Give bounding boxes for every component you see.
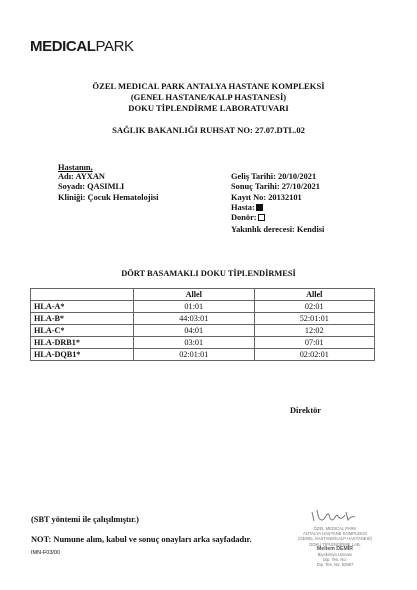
stamp-line: ÖZEL MEDICAL PARK — [313, 526, 357, 531]
table-header-row — [31, 289, 375, 301]
donor-type-row — [231, 213, 265, 224]
allele1-cell: 03:01 — [134, 337, 255, 349]
director-signature — [310, 508, 360, 524]
patient-surname: Soyadı: QASIMLI — [58, 182, 125, 191]
license-number: SAĞLIK BAKANLIĞI RUHSAT NO: 27.07.DTL.02 — [112, 125, 305, 135]
allele1-cell: 04:01 — [134, 325, 255, 337]
table-row — [31, 301, 375, 313]
record-number: Kayıt No: 20132101 — [231, 193, 302, 202]
patient-heading: Hastanın, — [58, 163, 93, 172]
table-row — [31, 325, 375, 337]
hla-typing-table — [30, 288, 375, 361]
form-code: IMN-F03/00 — [31, 550, 61, 556]
allele2-cell: 02:02:01 — [254, 349, 375, 361]
stamp-name: Meltem DEMİR — [316, 545, 354, 552]
director-label: Direktör — [290, 406, 322, 415]
patient-name: Adı: AYXAN — [58, 172, 105, 181]
footer-note: NOT: Numune alım, kabul ve sonuç onayları arka sayfadadır. — [31, 535, 252, 544]
allele1-cell: 01:01 — [134, 301, 255, 313]
table-row — [31, 313, 375, 325]
patient-clinic: Kliniği: Çocuk Hematolojisi — [58, 193, 159, 202]
locus-cell: HLA-B* — [31, 313, 134, 325]
donor-checkbox — [258, 214, 265, 221]
locus-cell: HLA-DQB1* — [31, 349, 134, 361]
allele1-cell: 02:01:01 — [134, 349, 255, 361]
table-row — [31, 349, 375, 361]
stamp-line: Dip. Tes. No: 52987 — [316, 562, 354, 568]
patient-checkbox — [256, 204, 263, 211]
patient-checkbox-label: Hasta: — [231, 203, 255, 212]
relation-degree: Yakınlık derecesi: Kendisi — [231, 225, 325, 234]
allele2-cell: 52:01:01 — [254, 313, 375, 325]
arrival-date: Geliş Tarihi: 20/10/2021 — [231, 172, 317, 181]
stamp-line: Dip. Tes. No: — [323, 557, 347, 563]
allele1-cell: 44:03:01 — [134, 313, 255, 325]
allele2-cell: 12:02 — [254, 325, 375, 337]
donor-checkbox-label: Donör: — [231, 213, 257, 222]
director-stamp — [290, 526, 380, 568]
stamp-line: Biyokimya Uzmanı — [317, 552, 353, 558]
patient-type-row — [231, 203, 263, 214]
stamp-line: (GENEL HASTANE/KALP HASTANESİ) — [298, 536, 372, 542]
stamp-line: DOKU TİPLENDİRME LAB. — [309, 541, 361, 547]
allele2-header: Allel — [254, 289, 375, 301]
logo-text-park: PARK — [95, 38, 134, 55]
allele2-cell: 07:01 — [254, 337, 375, 349]
result-date: Sonuç Tarihi: 27/10/2021 — [231, 182, 320, 191]
allele1-header: Allel — [134, 289, 255, 301]
medical-park-logo — [30, 38, 134, 55]
logo-text-medical: MEDICAL — [30, 38, 96, 55]
stamp-line: ANTALYA HASTANE KOMPLEKSİ — [303, 531, 367, 537]
hospital-subtitle: (GENEL HASTANE/KALP HASTANESİ) — [130, 92, 287, 102]
method-note: (SBT yöntemi ile çalışılmıştır.) — [31, 515, 139, 524]
table-title: DÖRT BASAMAKLI DOKU TİPLENDİRMESİ — [121, 269, 296, 278]
lab-name: DOKU TİPLENDİRME LABORATUVARI — [128, 103, 289, 113]
locus-cell: HLA-A* — [31, 301, 134, 313]
locus-cell: HLA-DRB1* — [31, 337, 134, 349]
locus-cell: HLA-C* — [31, 325, 134, 337]
locus-header — [31, 289, 134, 301]
allele2-cell: 02:01 — [254, 301, 375, 313]
table-row — [31, 337, 375, 349]
hospital-name: ÖZEL MEDICAL PARK ANTALYA HASTANE KOMPLEKSİ — [92, 81, 325, 91]
